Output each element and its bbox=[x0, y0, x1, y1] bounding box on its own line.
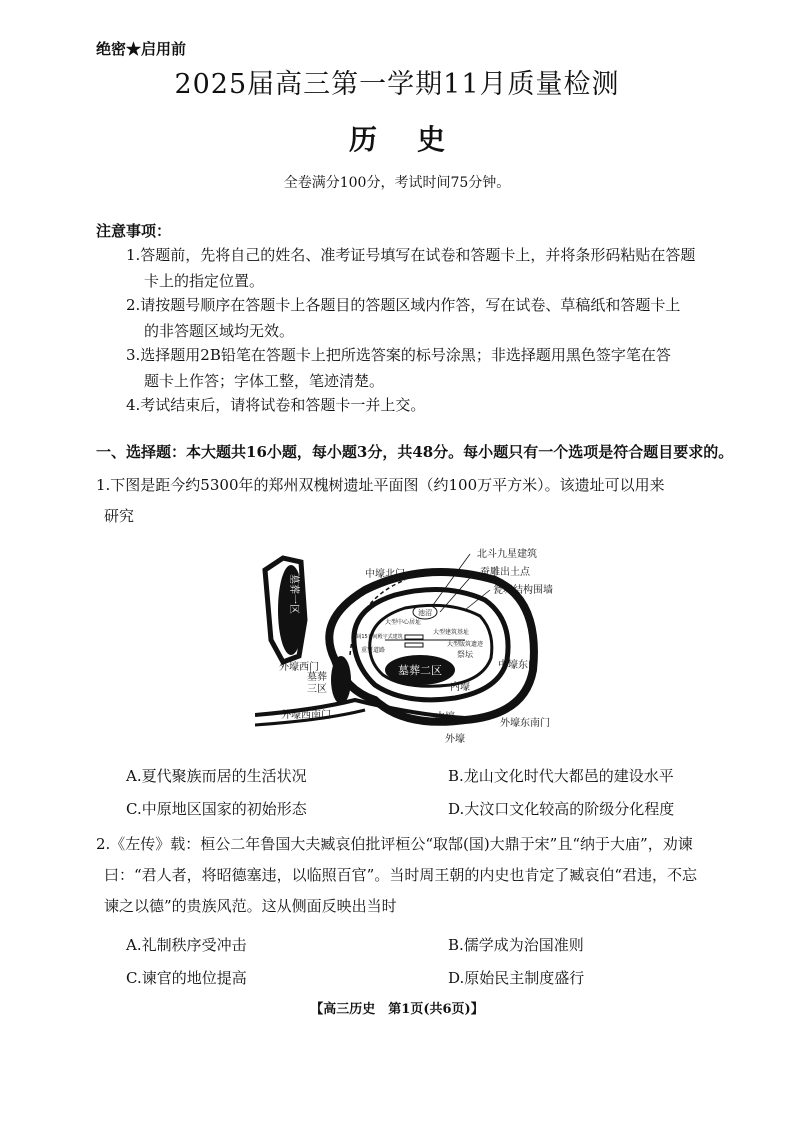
east-gate-label: 中壕东门 bbox=[498, 660, 538, 671]
q1-option-b: B.龙山文化时代大都邑的建设水平 bbox=[448, 767, 674, 785]
question-2 bbox=[96, 829, 736, 922]
note-line: 1.答题前，先将自己的姓名、准考证号填写在试卷和答题卡上，并将条形码粘贴在答题 bbox=[126, 246, 696, 264]
burial-zone-3-label: 墓葬 bbox=[307, 672, 327, 683]
note-item bbox=[126, 392, 726, 418]
inner-moat-label: 内壕 bbox=[450, 682, 470, 693]
site-plan-map bbox=[255, 540, 555, 750]
north-gate-label: 中壕北门 bbox=[365, 569, 405, 580]
q2-option-b: B.儒学成为治国准则 bbox=[448, 936, 584, 954]
altar-label: 祭坛 bbox=[457, 650, 473, 659]
middle-moat-label: 中壕 bbox=[435, 712, 455, 723]
note-line: 3.选择题用2B铅笔在答题卡上把所选答案的标号涂黑；非选择题用黑色签字笔在答 bbox=[126, 346, 671, 364]
silkworm-label: 蚕雕出土点 bbox=[480, 567, 530, 578]
rooms-label: 面阔15开间殿宇式建筑 bbox=[351, 634, 403, 640]
note-line: 题卡上作答；字体工整，笔迹清楚。 bbox=[144, 372, 385, 390]
subject-title: 历史 bbox=[348, 123, 485, 156]
page-footer: 【高三历史 第1页(共6页)】 bbox=[310, 1002, 484, 1017]
center-label: 大型中心居址 bbox=[384, 619, 422, 626]
note-line: 4.考试结束后，请将试卷和答题卡一并上交。 bbox=[126, 396, 426, 414]
question-1-line: 研究 bbox=[104, 507, 135, 525]
question-2-line: 2.《左传》载：桓公二年鲁国大夫臧哀伯批评桓公“取郜(国)大鼎于宋”且“纳于大庙”，劝谏 bbox=[96, 835, 693, 853]
exam-title: 2025届高三第一学期11月质量检测 bbox=[174, 69, 620, 100]
burial-zone-1-label: 墓葬一区 bbox=[288, 574, 299, 614]
outer-moat-label: 外壕 bbox=[445, 734, 465, 745]
burial-zone-3-label: 三区 bbox=[307, 684, 327, 695]
question-2-line: 曰：“君人者，将昭德塞违，以临照百官”。当时周王朝的内史也肯定了臧哀伯“君违，不忘 bbox=[104, 866, 698, 884]
road-label: 重要道路 bbox=[360, 647, 386, 654]
question-1 bbox=[96, 470, 736, 532]
q2-option-d: D.原始民主制度盛行 bbox=[448, 969, 585, 987]
burial-zone-2-label: 墓葬二区 bbox=[398, 664, 442, 677]
note-item bbox=[126, 242, 726, 294]
q1-option-a: A.夏代聚族而居的生活状况 bbox=[126, 767, 307, 785]
west-gate-label: 外壕西门 bbox=[279, 662, 319, 673]
beidou-label: 北斗九星建筑 bbox=[477, 549, 537, 560]
question-2-line: 谏之以德”的贵族风范。这从侧面反映出当时 bbox=[104, 897, 397, 915]
question-1-line: 1.下图是距今约5300年的郑州双槐树遗址平面图（约100万平方米）。该遗址可以用来 bbox=[96, 476, 665, 494]
q1-option-d: D.大汶口文化较高的阶级分化程度 bbox=[448, 800, 675, 818]
note-line: 的非答题区域均无效。 bbox=[144, 322, 295, 340]
wengcheng-label: 瓮城结构围墙 bbox=[493, 585, 553, 596]
confidential-mark: 绝密★启用前 bbox=[96, 40, 187, 58]
note-line: 2.请按题号顺序在答题卡上各题目的答题区域内作答，写在试卷、草稿纸和答题卡上 bbox=[126, 296, 681, 314]
q2-option-a: A.礼制秩序受冲击 bbox=[126, 936, 247, 954]
southwest-gate-label: 外壕西南门 bbox=[281, 710, 331, 721]
exam-info: 全卷满分100分，考试时间75分钟。 bbox=[283, 175, 511, 191]
pond-label: 池沼 bbox=[418, 609, 432, 617]
big-building-remains-label: 大型版筑遗迹 bbox=[446, 641, 484, 648]
section-heading: 一、选择题：本大题共16小题，每小题3分，共48分。每小题只有一个选项是符合题目要求的。 bbox=[96, 443, 734, 461]
note-item bbox=[126, 342, 726, 394]
notes-heading: 注意事项： bbox=[96, 222, 172, 240]
q2-option-c: C.谏官的地位提高 bbox=[126, 969, 247, 987]
q1-option-c: C.中原地区国家的初始形态 bbox=[126, 800, 307, 818]
big-building-label: 大型建筑基址 bbox=[432, 629, 470, 636]
southeast-gate-label: 外壕东南门 bbox=[500, 718, 550, 729]
note-item bbox=[126, 292, 726, 344]
note-line: 卡上的指定位置。 bbox=[144, 272, 265, 290]
